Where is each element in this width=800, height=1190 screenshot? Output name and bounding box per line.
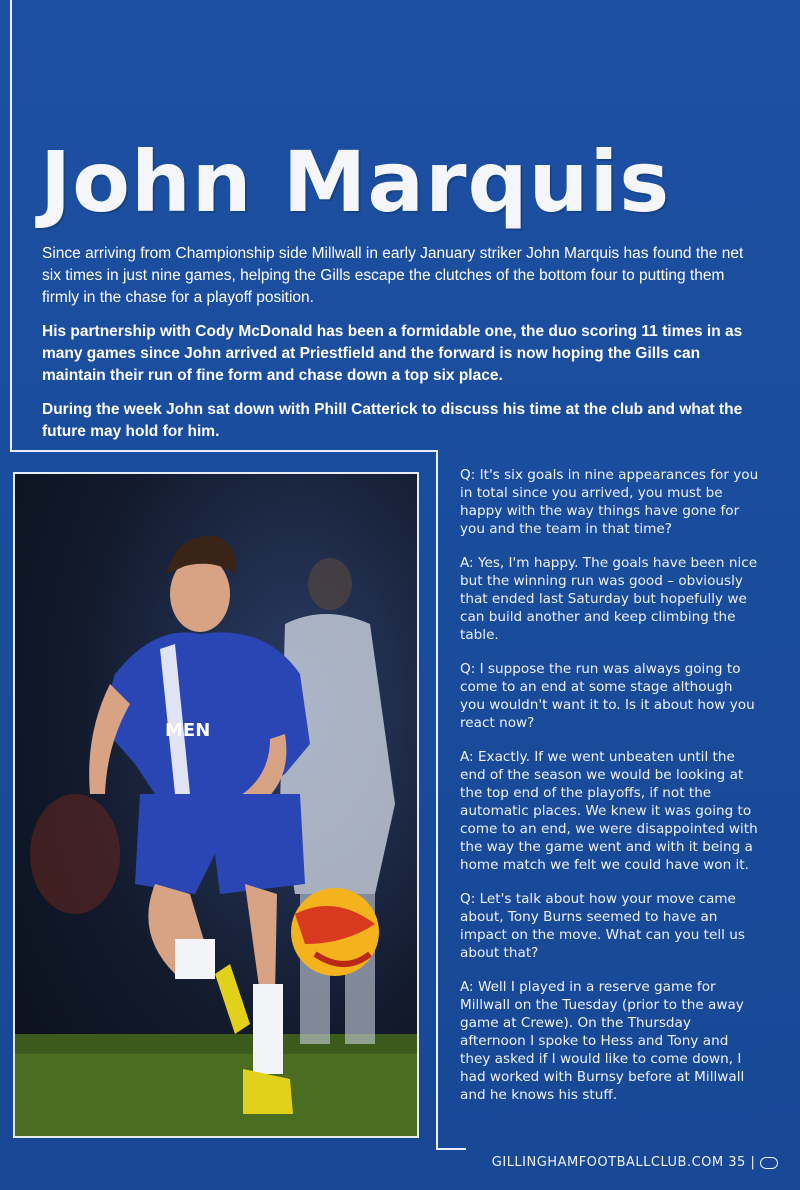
player-photo	[13, 472, 419, 1138]
intro-paragraph: His partnership with Cody McDonald has been a formidable one, the duo scoring 11 times in as many games since John arrived at Priestfield and the forward is now hoping the Gills can maintain their run of fine form and chase down a top six place.	[42, 323, 743, 384]
footer-page-number: 35	[728, 1155, 746, 1170]
interview-question: Q: Let's talk about how your move came about, Tony Burns seemed to have an impact on the move. What can you tell us about that?	[460, 891, 745, 961]
interview-question: Q: I suppose the run was always going to come to an end at some stage although you wouldn't want it to. Is it about how you react now?	[460, 661, 755, 731]
interview-answer: A: Exactly. If we went unbeaten until the end of the season we would be looking at the top end of the playoffs, if not the automatic places. We knew it was going to come to an end, we were disappointed with the way the game went and with it being a home match we felt we could have won it.	[460, 749, 758, 873]
intro-text	[42, 243, 760, 455]
interview-answer: A: Well I played in a reserve game for Millwall on the Tuesday (prior to the away game at Crewe). On the Thursday afternoon I spoke to Hess and Tony and they asked if I would like to come down, I had worked with Burnsy before at Millwall and he knows his stuff.	[460, 979, 745, 1103]
intro-paragraph: Since arriving from Championship side Millwall in early January striker John Marquis has found the net six times in just nine games, helping the Gills escape the clutches of the bottom four to putting them firmly in the chase for a playoff position.	[42, 245, 744, 306]
interview-answer: A: Yes, I'm happy. The goals have been nice but the winning run was good – obviously that ended last Saturday but hopefully we can build another and keep climbing the table.	[460, 555, 758, 643]
interview-column	[460, 466, 760, 1120]
page-footer	[492, 1155, 778, 1170]
shirt-sponsor-text: MEN	[165, 720, 211, 741]
frame-line-bottom	[436, 1148, 466, 1150]
club-crest-icon	[760, 1157, 778, 1169]
frame-line-left-top	[10, 0, 12, 452]
player-illustration	[15, 474, 417, 1136]
footer-site: GILLINGHAMFOOTBALLCLUB.COM	[491, 1155, 724, 1170]
interview-question: Q: It's six goals in nine appearances for you in total since you arrived, you must be happy with the way things have gone for you and the team in that time?	[460, 467, 759, 537]
intro-paragraph: During the week John sat down with Phill Catterick to discuss his time at the club and what the future may hold for him.	[42, 401, 743, 440]
footer-separator: |	[750, 1155, 756, 1170]
frame-line-right	[436, 450, 438, 1150]
page-title: John Marquis	[40, 133, 671, 231]
